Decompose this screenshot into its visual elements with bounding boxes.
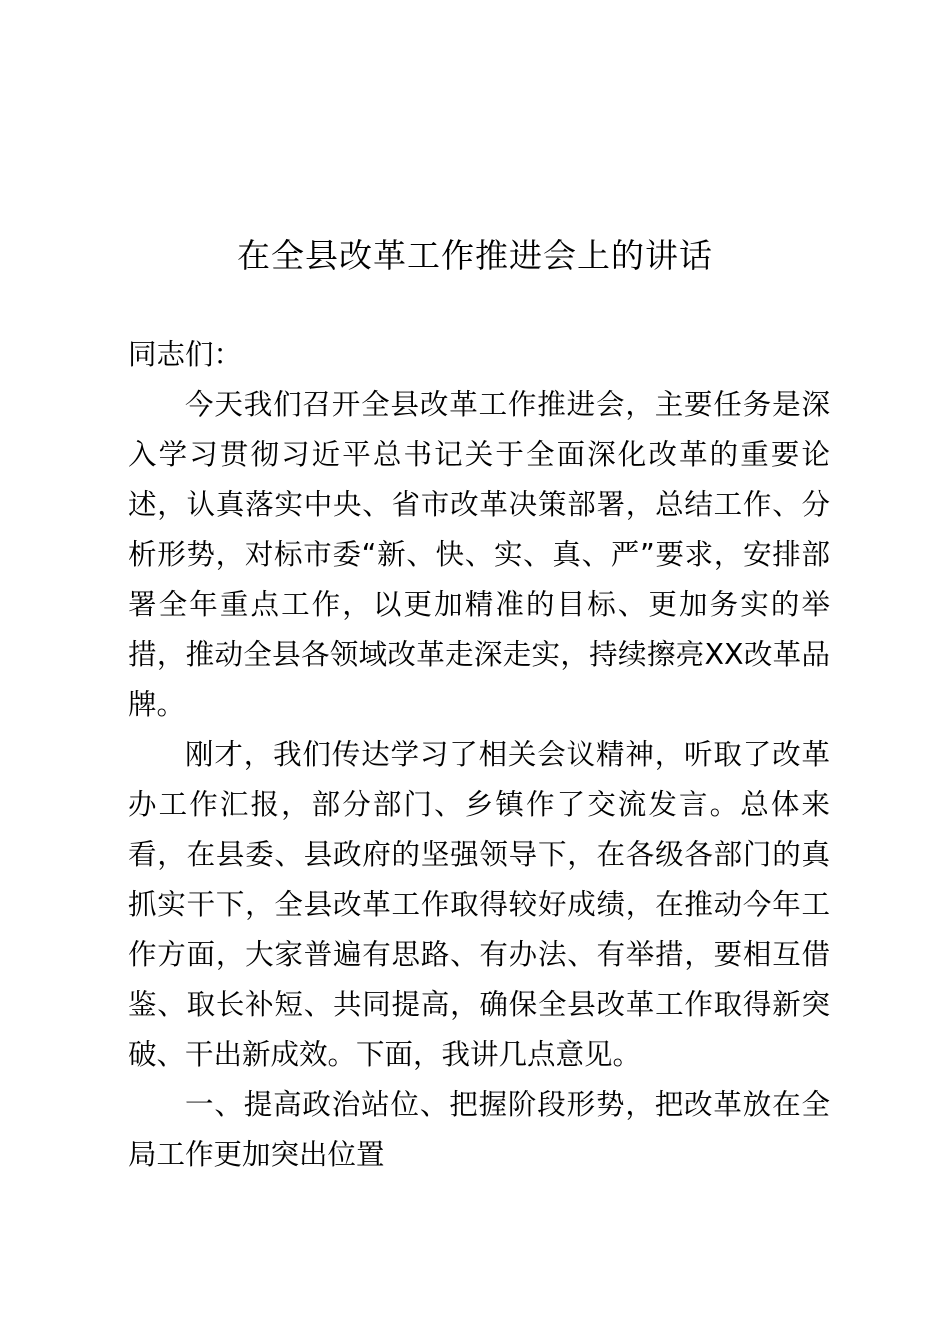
document-title: 在全县改革工作推进会上的讲话 [237, 236, 713, 275]
paragraph-1: 今天我们召开全县改革工作推进会，主要任务是深入学习贯彻习近平总书记关于全面深化改革的重要论述，认真落实中央、省市改革决策部署，总结工作、分析形势，对标市委“新、快、实、真、严”要求，安排部署全年重点工作，以更加精准的目标、更加务实的举措，推动全县各领域改革走深走实，持续擦亮XX改革品牌。 [128, 388, 830, 721]
document-body [128, 330, 830, 1180]
paragraph-2: 刚才，我们传达学习了相关会议精神，听取了改革办工作汇报，部分部门、乡镇作了交流发言。总体来看，在县委、县政府的坚强领导下，在各级各部门的真抓实干下，全县改革工作取得较好成绩，在推动今年工作方面，大家普遍有思路、有办法、有举措，要相互借鉴、取长补短、共同提高，确保全县改革工作取得新突破、干出新成效。下面，我讲几点意见。 [128, 738, 830, 1071]
section-heading: 一、提高政治站位、把握阶段形势，把改革放在全局工作更加突出位置 [128, 1088, 830, 1171]
salutation: 同志们： [128, 338, 243, 371]
